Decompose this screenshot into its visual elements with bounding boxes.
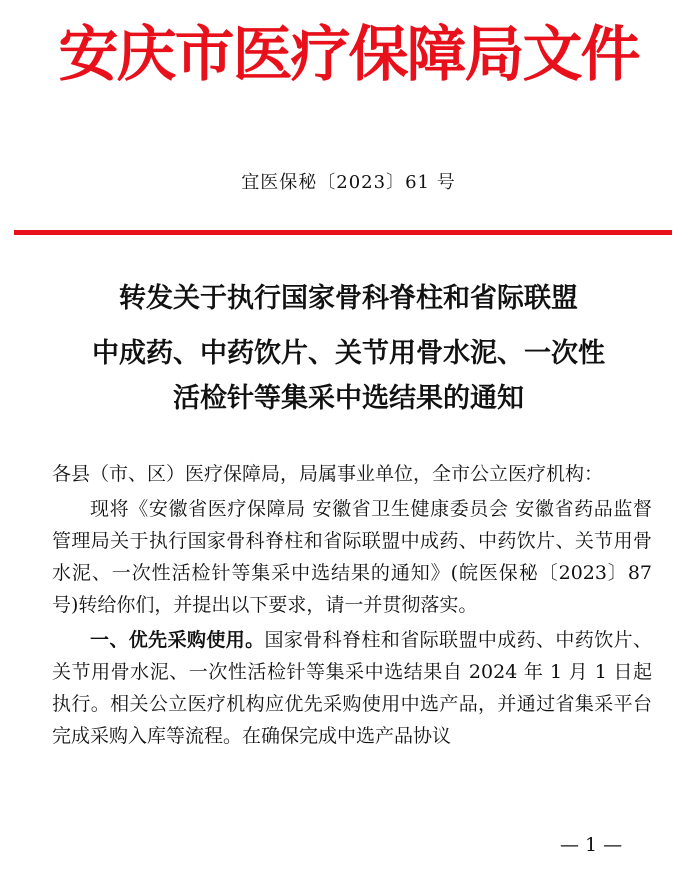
masthead-title: 安庆市医疗保障局文件: [58, 20, 639, 90]
section-1-paragraph: [52, 624, 652, 752]
section-1-heading: 一、优先采购使用。: [90, 629, 265, 651]
title-line-1: 转发关于执行国家骨科脊柱和省际联盟: [119, 283, 578, 314]
section-1-text: 国家骨科脊柱和省际联盟中成药、中药饮片、关节用骨水泥、一次性活检针等集采中选结果自 2024 年 1 月 1 日起执行。相关公立医疗机构应优先采购使用中选产品，并通过省集采平台完成采购入库等流程。在确保完成中选产品协议: [52, 629, 652, 747]
title-line-2: 中成药、中药饮片、关节用骨水泥、一次性: [92, 338, 605, 369]
salutation: 各县（市、区）医疗保障局，局属事业单位，全市公立医疗机构：: [52, 463, 604, 485]
page-number: — 1 —: [560, 834, 623, 856]
title-line-3: 活检针等集采中选结果的通知: [173, 383, 524, 414]
intro-paragraph: 现将《安徽省医疗保障局 安徽省卫生健康委员会 安徽省药品监督管理局关于执行国家骨科脊柱和省际联盟中成药、中药饮片、关节用骨水泥、一次性活检针等集采中选结果的通知》(皖医保秘〔2023〕87 号)转给你们，并提出以下要求，请一并贯彻落实。: [52, 498, 652, 616]
document-body: [52, 458, 652, 755]
document-number: 宜医保秘〔2023〕61 号: [241, 172, 456, 193]
red-divider-line: [14, 230, 672, 235]
